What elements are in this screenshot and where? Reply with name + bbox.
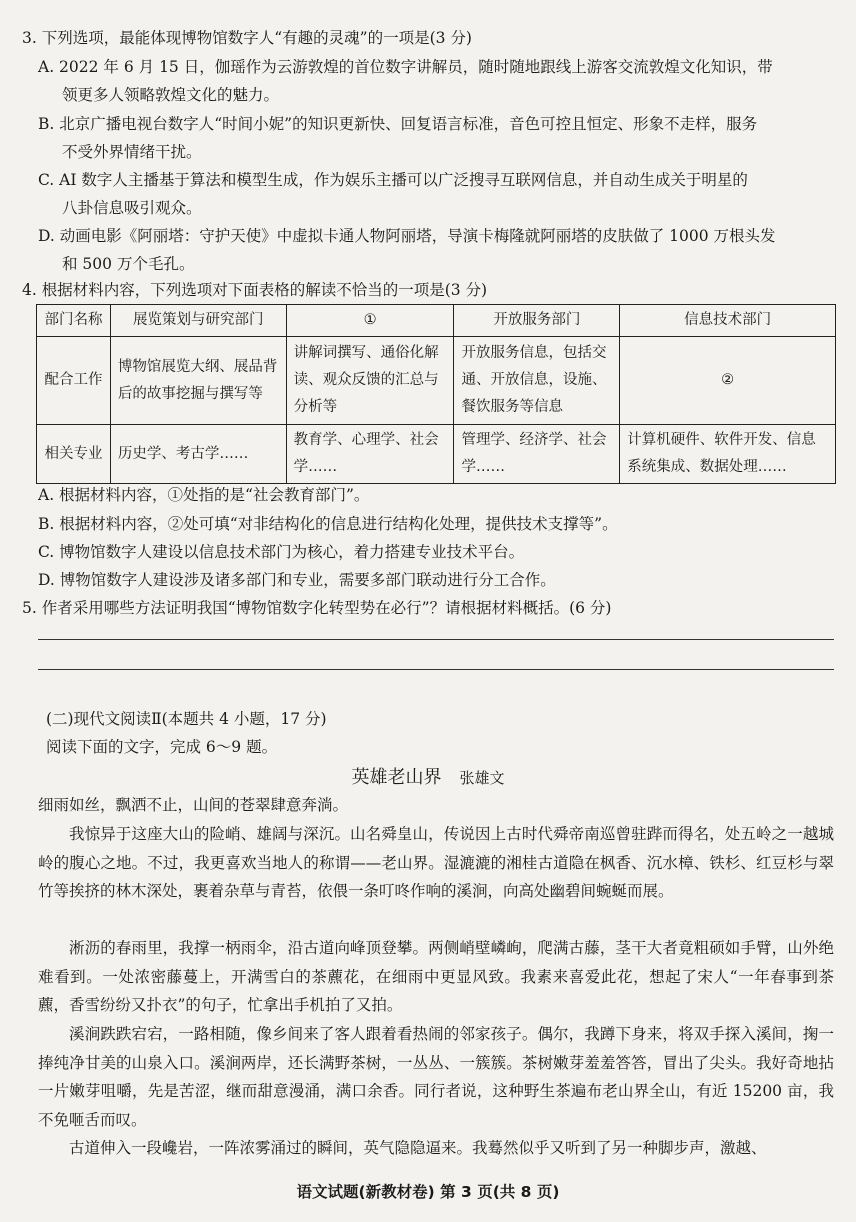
table-cell: 历史学、考古学…… xyxy=(110,425,286,484)
table-cell: ② xyxy=(620,337,836,425)
table-header-cell: 展览策划与研究部门 xyxy=(110,305,286,337)
table-row-label: 配合工作 xyxy=(37,337,111,425)
table-row xyxy=(37,305,836,337)
table-cell: 教育学、心理学、社会学…… xyxy=(286,425,454,484)
table-header-cell: 信息技术部门 xyxy=(620,305,836,337)
page-footer: 语文试题(新教材卷) 第 3 页(共 8 页) xyxy=(296,1183,560,1201)
q3-option-c-line2: 八卦信息吸引观众。 xyxy=(62,199,202,217)
table-row xyxy=(37,425,836,484)
q3-option-b-line1: B. 北京广播电视台数字人“时间小妮”的知识更新快、回复语言标准，音色可控且恒定、形象不走样，服务 xyxy=(38,115,758,133)
table-cell: 计算机硬件、软件开发、信息系统集成、数据处理…… xyxy=(620,425,836,484)
q5-stem: 5. 作者采用哪些方法证明我国“博物馆数字化转型势在必行”？请根据材料概括。(6 分) xyxy=(22,599,612,617)
section-heading: (二)现代文阅读Ⅱ(本题共 4 小题，17 分) xyxy=(46,710,327,728)
table-cell: 讲解词撰写、通俗化解读、观众反馈的汇总与分析等 xyxy=(286,337,454,425)
q3-option-a-line1: A. 2022 年 6 月 15 日，伽瑶作为云游敦煌的首位数字讲解员，随时随地跟线上游客交流敦煌文化知识，带 xyxy=(38,58,773,76)
table-cell: 开放服务信息，包括交通、开放信息，设施、餐饮服务等信息 xyxy=(454,337,620,425)
table-row-label: 相关专业 xyxy=(37,425,111,484)
passage-paragraph: 细雨如丝，飘洒不止，山间的苍翠肆意奔淌。 xyxy=(38,796,349,814)
q4-option-d: D. 博物馆数字人建设涉及诸多部门和专业，需要多部门联动进行分工合作。 xyxy=(38,571,556,589)
q4-option-b: B. 根据材料内容，②处可填“对非结构化的信息进行结构化处理，提供技术支撑等”。 xyxy=(38,515,618,533)
q4-option-a: A. 根据材料内容，①处指的是“社会教育部门”。 xyxy=(38,486,370,504)
q3-option-a-line2: 领更多人领略敦煌文化的魅力。 xyxy=(62,86,280,104)
answer-line[interactable] xyxy=(38,669,834,670)
passage-paragraph: 我惊异于这座大山的险峭、雄阔与深沉。山名舜皇山，传说因上古时代舜帝南巡曾驻跸而得名，处五岭之一越城岭的腹心之地。不过，我更喜欢当地人的称谓——老山界。湿漉漉的湘桂古道隐在枫香、沉水樟、铁杉、红豆杉与翠竹等挨挤的林木深处，裹着杂草与青苔，依偎一条叮咚作响的溪涧，向高处幽碧间蜿蜒而展。 xyxy=(38,825,834,900)
passage-author: 张雄文 xyxy=(459,769,505,787)
table-header-cell: ① xyxy=(286,305,454,337)
q3-option-d-line2: 和 500 万个毛孔。 xyxy=(62,255,195,273)
q4-stem: 4. 根据材料内容，下列选项对下面表格的解读不恰当的一项是(3 分) xyxy=(22,281,488,299)
passage-title-block xyxy=(0,763,856,789)
answer-line[interactable] xyxy=(38,639,834,640)
table-cell: 博物馆展览大纲、展品背后的故事挖掘与撰写等 xyxy=(110,337,286,425)
table-header-cell: 部门名称 xyxy=(37,305,111,337)
q3-option-d-line1: D. 动画电影《阿丽塔：守护天使》中虚拟卡通人物阿丽塔，导演卡梅隆就阿丽塔的皮肤做了 1000 万根头发 xyxy=(38,227,776,245)
q3-option-b-line2: 不受外界情绪干扰。 xyxy=(62,143,202,161)
table-header-cell: 开放服务部门 xyxy=(454,305,620,337)
passage-title: 英雄老山界 xyxy=(351,767,442,788)
passage-paragraph: 溪涧跌跌宕宕，一路相随，像乡间来了客人跟着看热闹的邻家孩子。偶尔，我蹲下身来，将双手探入溪间，掬一捧纯净甘美的山泉入口。溪涧两岸，还长满野茶树，一丛丛、一簇簇。茶树嫩芽羞羞答答，冒出了尖头。我好奇地拈一片嫩芽咀嚼，先是苦涩，继而甜意漫涌，满口余香。同行者说，这种野生茶遍布老山界全山，有近 15200 亩，我不免咂舌而叹。 xyxy=(38,1025,834,1129)
section-instruction: 阅读下面的文字，完成 6～9 题。 xyxy=(46,738,278,756)
department-table xyxy=(36,304,836,484)
q3-stem: 3. 下列选项，最能体现博物馆数字人“有趣的灵魂”的一项是(3 分) xyxy=(22,29,472,47)
table-cell: 管理学、经济学、社会学…… xyxy=(454,425,620,484)
q4-option-c: C. 博物馆数字人建设以信息技术部门为核心，着力搭建专业技术平台。 xyxy=(38,543,525,561)
table-row xyxy=(37,337,836,425)
passage-paragraph: 淅沥的春雨里，我撑一柄雨伞，沿古道向峰顶登攀。两侧峭壁嶙峋，爬满古藤，茎干大者竟粗硕如手臂，山外绝难看到。一处浓密藤蔓上，开满雪白的茶藨花，在细雨中更显风致。我素来喜爱此花，想起了宋人“一年春事到茶藨，香雪纷纷又扑衣”的句子，忙拿出手机拍了又拍。 xyxy=(38,939,834,1014)
q3-option-c-line1: C. AI 数字人主播基于算法和模型生成，作为娱乐主播可以广泛搜寻互联网信息，并自动生成关于明星的 xyxy=(38,171,748,189)
passage-paragraph: 古道伸入一段巉岩，一阵浓雾涌过的瞬间，英气隐隐逼来。我蓦然似乎又听到了另一种脚步声，激越、 xyxy=(69,1139,767,1157)
